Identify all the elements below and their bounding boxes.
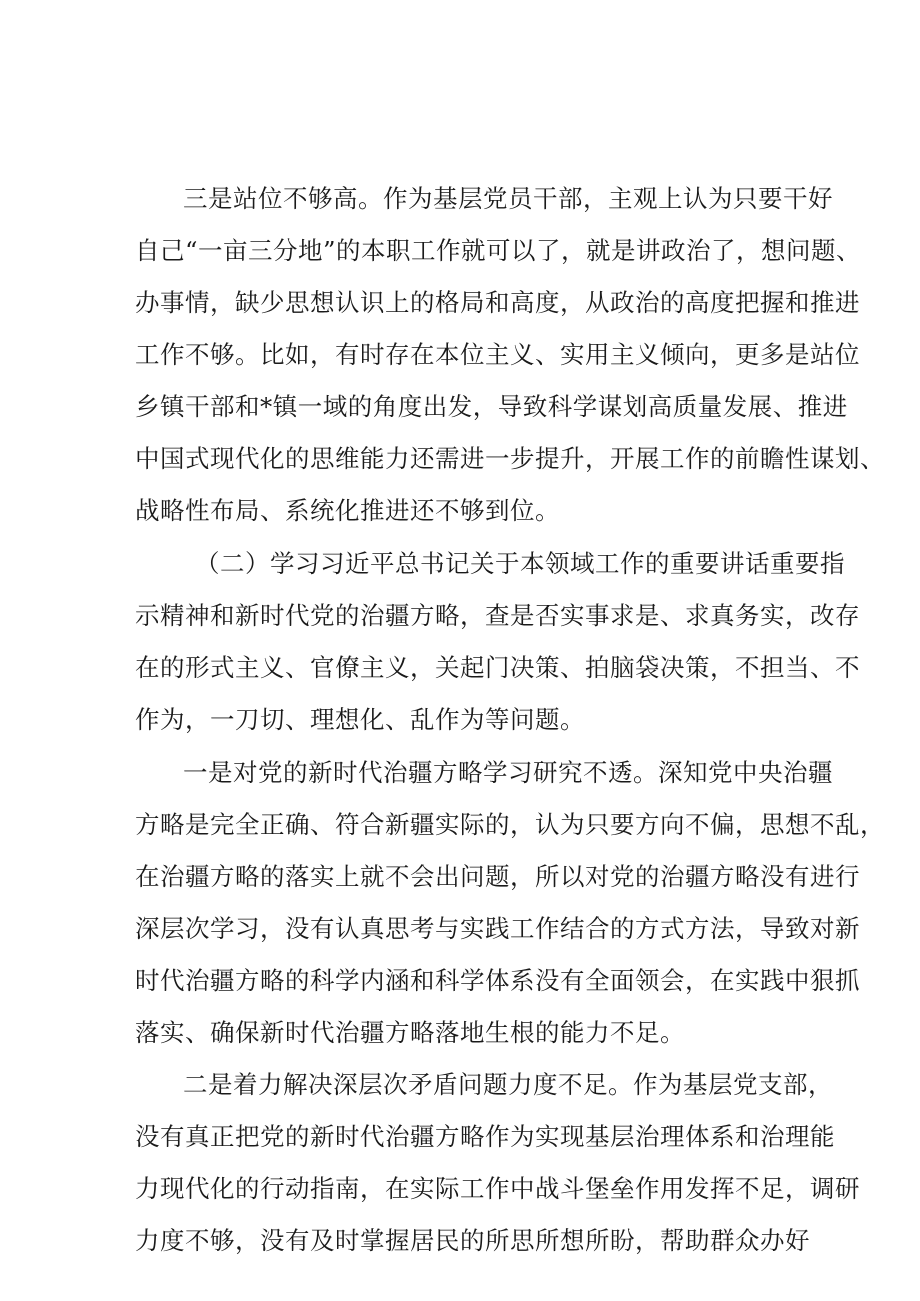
text-line: 示精神和新时代党的治疆方略，查是否实事求是、求真务实，改存 bbox=[135, 601, 860, 630]
text-line: 中国式现代化的思维能力还需进一步提升，开展工作的前瞻性谋划、 bbox=[135, 444, 885, 473]
text-line: 工作不够。比如，有时存在本位主义、实用主义倾向，更多是站位 bbox=[135, 340, 860, 369]
text-line: 时代治疆方略的科学内涵和科学体系没有全面领会，在实践中狠抓 bbox=[135, 966, 860, 995]
text-line: 力度不够，没有及时掌握居民的所思所想所盼，帮助群众办好 bbox=[135, 1226, 810, 1255]
text-line: 二是着力解决深层次矛盾问题力度不足。作为基层党支部， bbox=[183, 1070, 833, 1099]
text-line: 办事情，缺少思想认识上的格局和高度，从政治的高度把握和推进 bbox=[135, 288, 860, 317]
text-line: 方略是完全正确、符合新疆实际的，认为只要方向不偏，思想不乱， bbox=[135, 810, 885, 839]
text-line: 自己“一亩三分地”的本职工作就可以了，就是讲政治了，想问题、 bbox=[135, 236, 862, 265]
text-line: 一是对党的新时代治疆方略学习研究不透。深知党中央治疆 bbox=[183, 758, 833, 787]
text-line: 没有真正把党的新时代治疆方略作为实现基层治理体系和治理能 bbox=[135, 1122, 835, 1151]
text-line: 在治疆方略的落实上就不会出问题，所以对党的治疆方略没有进行 bbox=[135, 862, 860, 891]
text-line: 深层次学习，没有认真思考与实践工作结合的方式方法，导致对新 bbox=[135, 914, 860, 943]
text-line: 作为，一刀切、理想化、乱作为等问题。 bbox=[135, 705, 585, 734]
text-line: 力现代化的行动指南，在实际工作中战斗堡垒作用发挥不足，调研 bbox=[135, 1174, 860, 1203]
text-line: 落实、确保新时代治疆方略落地生根的能力不足。 bbox=[135, 1018, 685, 1047]
text-line: 三是站位不够高。作为基层党员干部，主观上认为只要干好 bbox=[183, 184, 833, 213]
text-line: 在的形式主义、官僚主义，关起门决策、拍脑袋决策，不担当、不 bbox=[135, 653, 860, 682]
text-line: 乡镇干部和*镇一域的角度出发，导致科学谋划高质量发展、推进 bbox=[135, 392, 848, 421]
text-line: （二）学习习近平总书记关于本领域工作的重要讲话重要指 bbox=[195, 549, 845, 578]
text-line: 战略性布局、系统化推进还不够到位。 bbox=[135, 496, 560, 525]
